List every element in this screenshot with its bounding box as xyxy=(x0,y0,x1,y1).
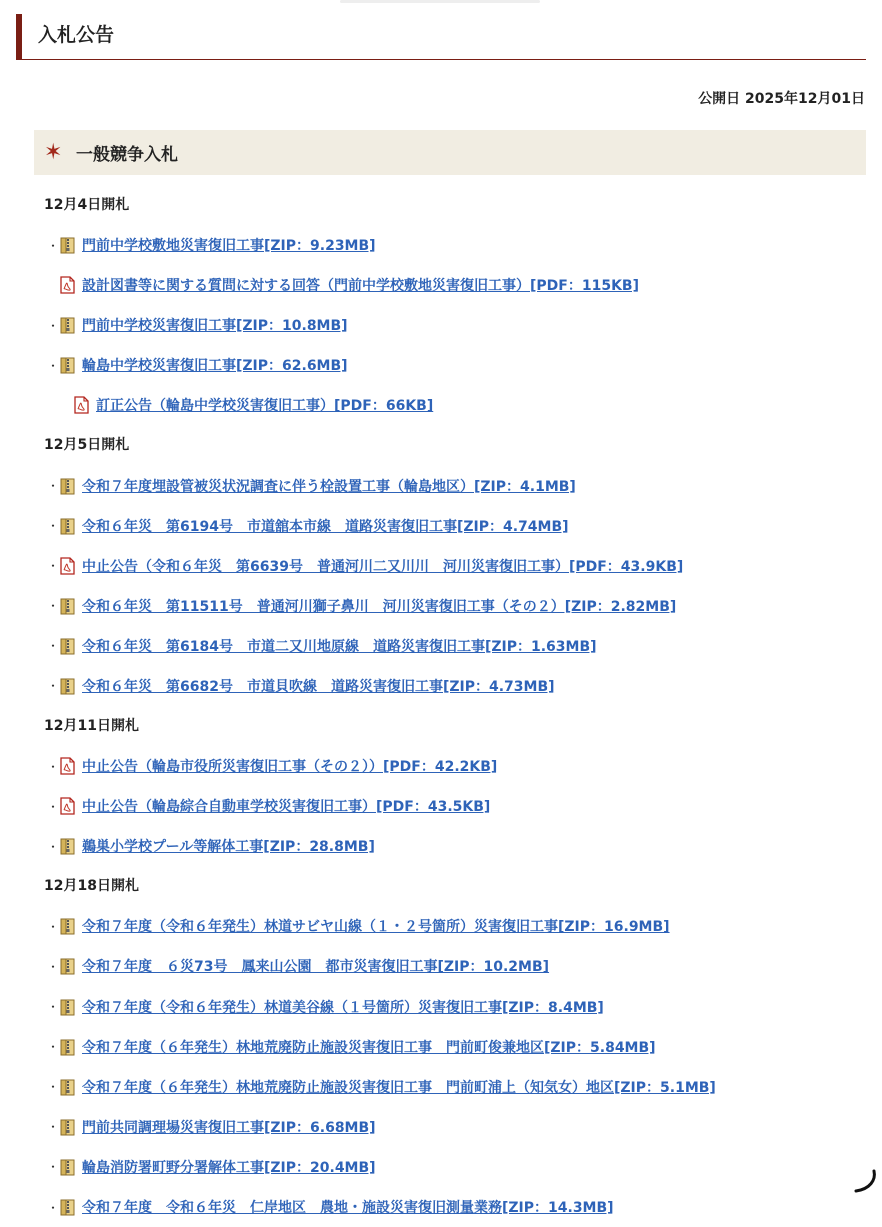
document-list-item xyxy=(44,946,874,986)
pdf-download-link[interactable]: 中止公告（輪島綜合自動車学校災害復旧工事）[PDF：43.5KB] xyxy=(82,799,491,816)
zip-archive-icon xyxy=(58,837,77,855)
zip-archive-icon xyxy=(58,316,77,334)
zip-download-link[interactable]: 令和６年災 第6682号 市道貝吹線 道路災害復旧工事[ZIP：4.73MB] xyxy=(82,678,555,695)
page-title: 入札公告 xyxy=(16,14,866,60)
pdf-download-link[interactable]: 訂正公告（輪島中学校災害復旧工事）[PDF：66KB] xyxy=(96,398,434,415)
section-title: 一般競争入札 xyxy=(76,145,178,165)
bullet-icon: ・ xyxy=(47,358,60,373)
document-list-item xyxy=(44,906,874,946)
document-list-item xyxy=(44,586,874,626)
bullet-icon: ・ xyxy=(47,839,60,854)
loading-spinner-icon xyxy=(852,1168,878,1194)
zip-download-link[interactable]: 輪島中学校災害復旧工事[ZIP：62.6MB] xyxy=(82,358,348,375)
zip-archive-icon xyxy=(58,1158,77,1176)
zip-archive-icon xyxy=(58,356,77,374)
zip-download-link[interactable]: 令和６年災 第6184号 市道二又川地原線 道路災害復旧工事[ZIP：1.63MB] xyxy=(82,638,597,655)
bullet-icon: ・ xyxy=(47,1120,60,1135)
bullet-icon: ・ xyxy=(47,799,60,814)
open-date-heading: 12月18日開札 xyxy=(44,878,139,895)
section-header xyxy=(34,130,866,175)
document-list-item xyxy=(44,786,874,826)
document-list-item xyxy=(44,1187,874,1227)
pdf-file-icon xyxy=(72,396,91,414)
open-date-heading: 12月5日開札 xyxy=(44,437,130,454)
document-list-item xyxy=(44,546,874,586)
zip-archive-icon xyxy=(58,477,77,495)
document-list-item xyxy=(44,506,874,546)
asterisk-icon: ✶ xyxy=(44,139,63,165)
zip-download-link[interactable]: 門前中学校敷地災害復旧工事[ZIP：9.23MB] xyxy=(82,238,376,255)
bullet-icon: ・ xyxy=(47,1160,60,1175)
zip-archive-icon xyxy=(58,1118,77,1136)
pdf-download-link[interactable]: 中止公告（令和６年災 第6639号 普通河川二又川川 河川災害復旧工事）[PDF：43.9KB] xyxy=(82,558,684,575)
document-list-item xyxy=(44,1107,874,1147)
document-list-item xyxy=(44,666,874,706)
zip-archive-icon xyxy=(58,236,77,254)
bullet-icon: ・ xyxy=(47,519,60,534)
bullet-icon: ・ xyxy=(47,559,60,574)
bullet-icon: ・ xyxy=(47,1080,60,1095)
zip-download-link[interactable]: 輪島消防署町野分署解体工事[ZIP：20.4MB] xyxy=(82,1159,376,1176)
zip-archive-icon xyxy=(58,1198,77,1216)
zip-download-link[interactable]: 令和７年度埋設管被災状況調査に伴う栓設置工事（輪島地区）[ZIP：4.1MB] xyxy=(82,478,576,495)
publish-date: 公開日 2025年12月01日 xyxy=(698,91,865,107)
document-list-item xyxy=(44,1027,874,1067)
zip-download-link[interactable]: 門前中学校災害復旧工事[ZIP：10.8MB] xyxy=(82,318,348,335)
zip-archive-icon xyxy=(58,517,77,535)
document-list-item xyxy=(44,987,874,1027)
zip-download-link[interactable]: 令和７年度 ６災73号 鳳来山公園 都市災害復旧工事[ZIP：10.2MB] xyxy=(82,959,550,976)
zip-download-link[interactable]: 令和７年度（令和６年発生）林道サビヤ山線（１・２号箇所）災害復旧工事[ZIP：16.9MB] xyxy=(82,919,670,936)
document-list-item xyxy=(44,826,874,866)
bullet-icon: ・ xyxy=(47,919,60,934)
bullet-icon: ・ xyxy=(47,318,60,333)
document-list-item xyxy=(44,465,874,505)
document-list-item xyxy=(44,746,874,786)
zip-archive-icon xyxy=(58,677,77,695)
bullet-icon: ・ xyxy=(47,1040,60,1055)
pdf-file-icon xyxy=(58,797,77,815)
zip-archive-icon xyxy=(58,998,77,1016)
bullet-icon: ・ xyxy=(47,959,60,974)
document-list-item xyxy=(44,1147,874,1187)
zip-download-link[interactable]: 鵜巣小学校プール等解体工事[ZIP：28.8MB] xyxy=(82,839,375,856)
zip-archive-icon xyxy=(58,637,77,655)
document-list-item xyxy=(44,305,874,345)
bullet-icon: ・ xyxy=(47,1200,60,1215)
bullet-icon: ・ xyxy=(47,759,60,774)
bullet-icon: ・ xyxy=(47,1000,60,1015)
document-list-item xyxy=(44,265,874,305)
zip-download-link[interactable]: 門前共同調理場災害復旧工事[ZIP：6.68MB] xyxy=(82,1119,376,1136)
bullet-icon: ・ xyxy=(47,238,60,253)
pdf-download-link[interactable]: 中止公告（輪島市役所災害復旧工事（その２））[PDF：42.2KB] xyxy=(82,759,498,776)
bullet-icon: ・ xyxy=(47,599,60,614)
zip-archive-icon xyxy=(58,1038,77,1056)
document-list-item xyxy=(44,225,874,265)
bullet-icon: ・ xyxy=(47,479,60,494)
zip-download-link[interactable]: 令和６年災 第6194号 市道舘本市線 道路災害復旧工事[ZIP：4.74MB] xyxy=(82,518,569,535)
zip-download-link[interactable]: 令和７年度（令和６年発生）林道美谷線（１号箇所）災害復旧工事[ZIP：8.4MB] xyxy=(82,999,604,1016)
bullet-icon: ・ xyxy=(47,639,60,654)
document-list-item xyxy=(44,626,874,666)
pdf-file-icon xyxy=(58,757,77,775)
zip-archive-icon xyxy=(58,1078,77,1096)
open-date-heading: 12月11日開札 xyxy=(44,718,139,735)
document-list-item xyxy=(44,385,874,425)
pdf-download-link[interactable]: 設計図書等に関する質問に対する回答（門前中学校敷地災害復旧工事）[PDF：115KB] xyxy=(82,278,639,295)
pdf-file-icon xyxy=(58,276,77,294)
zip-archive-icon xyxy=(58,597,77,615)
bid-list xyxy=(44,185,874,1227)
pdf-file-icon xyxy=(58,557,77,575)
open-date-heading: 12月4日開札 xyxy=(44,197,130,213)
top-scroll-indicator xyxy=(340,0,540,3)
document-list-item xyxy=(44,1067,874,1107)
zip-download-link[interactable]: 令和７年度（６年発生）林地荒廃防止施設災害復旧工事 門前町俊兼地区[ZIP：5.84MB] xyxy=(82,1039,656,1056)
zip-archive-icon xyxy=(58,917,77,935)
bullet-icon: ・ xyxy=(47,679,60,694)
document-list-item xyxy=(44,345,874,385)
zip-download-link[interactable]: 令和６年災 第11511号 普通河川獅子鼻川 河川災害復旧工事（その２）[ZIP：2.82MB] xyxy=(82,598,677,615)
zip-download-link[interactable]: 令和７年度 令和６年災 仁岸地区 農地・施設災害復旧測量業務[ZIP：14.3MB] xyxy=(82,1200,614,1217)
zip-download-link[interactable]: 令和７年度（６年発生）林地荒廃防止施設災害復旧工事 門前町浦上（知気女）地区[ZIP：5.1MB] xyxy=(82,1079,716,1096)
zip-archive-icon xyxy=(58,957,77,975)
